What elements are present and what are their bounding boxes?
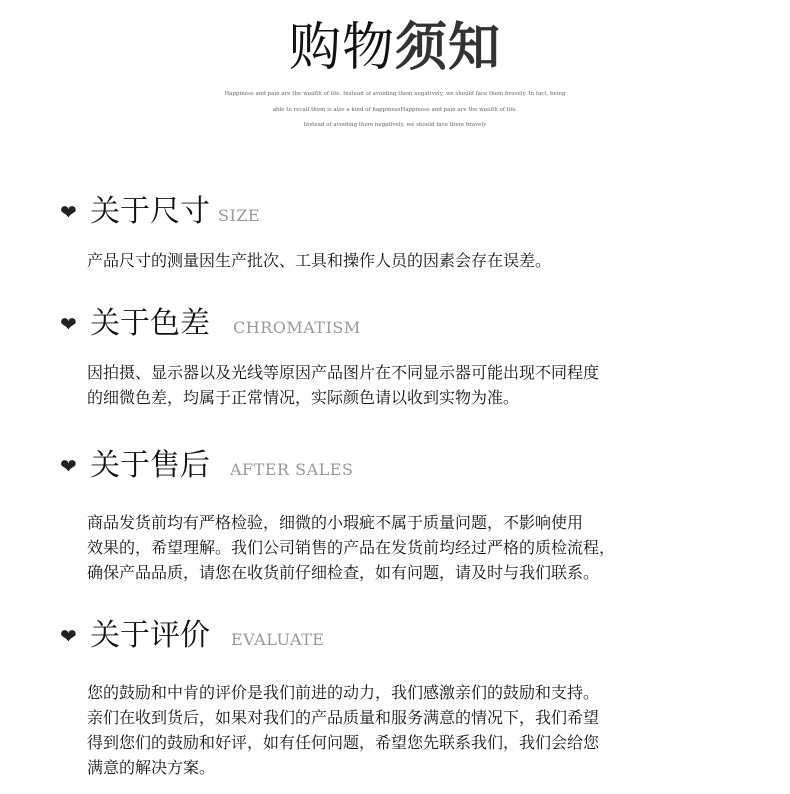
section-body (87, 680, 599, 780)
section-subtitle: EVALUATE (231, 630, 325, 649)
section-body (87, 510, 615, 585)
section-header (60, 306, 760, 350)
section-subtitle: AFTER SALES (230, 460, 354, 479)
section-header (60, 618, 760, 662)
title-part-1: 购物 (288, 18, 395, 78)
body-line: 满意的解决方案。 (87, 758, 216, 777)
body-line: 亲们在收到货后，如果对我们的产品质量和服务满意的情况下，我们希望 (87, 708, 600, 727)
section-subtitle: CHROMATISM (233, 318, 361, 337)
heart-icon: ❤ (60, 312, 77, 336)
body-line: 得到您们的鼓励和好评，如有任何问题，希望您先联系我们，我们会给您 (87, 733, 600, 752)
body-line: 您的鼓励和中肯的评价是我们前进的动力，我们感激亲们的鼓励和支持。 (87, 683, 600, 702)
heart-icon: ❤ (60, 200, 77, 224)
body-line: 商品发货前均有严格检验，细微的小瑕疵不属于质量问题，不影响使用 (87, 513, 584, 532)
section-header (60, 194, 760, 238)
body-line: 因拍摄、显示器以及光线等原因产品图片在不同显示器可能出现不同程度 (87, 363, 600, 382)
section-evaluate (60, 618, 760, 777)
heart-icon: ❤ (60, 624, 77, 648)
section-subtitle: SIZE (218, 206, 261, 225)
body-line: 效果的，希望理解。我们公司销售的产品在发货前均经过严格的质检流程， (87, 538, 616, 557)
section-after-sales (60, 448, 760, 582)
section-title: 关于售后 (90, 448, 210, 483)
motto-line-2: able to recall them is also a kind of happinessHappiness and pain are the wealth of life. (272, 107, 518, 113)
section-body (87, 360, 599, 410)
body-line: 确保产品品质，请您在收货前仔细检查，如有问题，请及时与我们联系。 (87, 563, 600, 582)
section-title: 关于色差 (90, 306, 210, 341)
body-line: 的细微色差，均属于正常情况，实际颜色请以收到实物为准。 (87, 388, 520, 407)
page-title (0, 18, 790, 78)
section-chromatism (60, 306, 760, 407)
section-body (87, 248, 551, 273)
header (0, 0, 790, 140)
section-size (60, 194, 760, 270)
heart-icon: ❤ (60, 454, 77, 478)
body-line: 产品尺寸的测量因生产批次、工具和操作人员的因素会存在误差。 (87, 251, 552, 270)
section-title: 关于尺寸 (90, 194, 210, 229)
title-part-2: 须知 (395, 18, 502, 78)
section-header (60, 448, 760, 492)
section-title: 关于评价 (90, 618, 210, 653)
motto-line-3: Instead of avoiding them negatively, we should face them bravely (303, 122, 487, 128)
motto-line-1: Happiness and pain are the wealth of life. Instead of avoiding them negatively, we should face them bravely. In fact, being (224, 91, 566, 97)
